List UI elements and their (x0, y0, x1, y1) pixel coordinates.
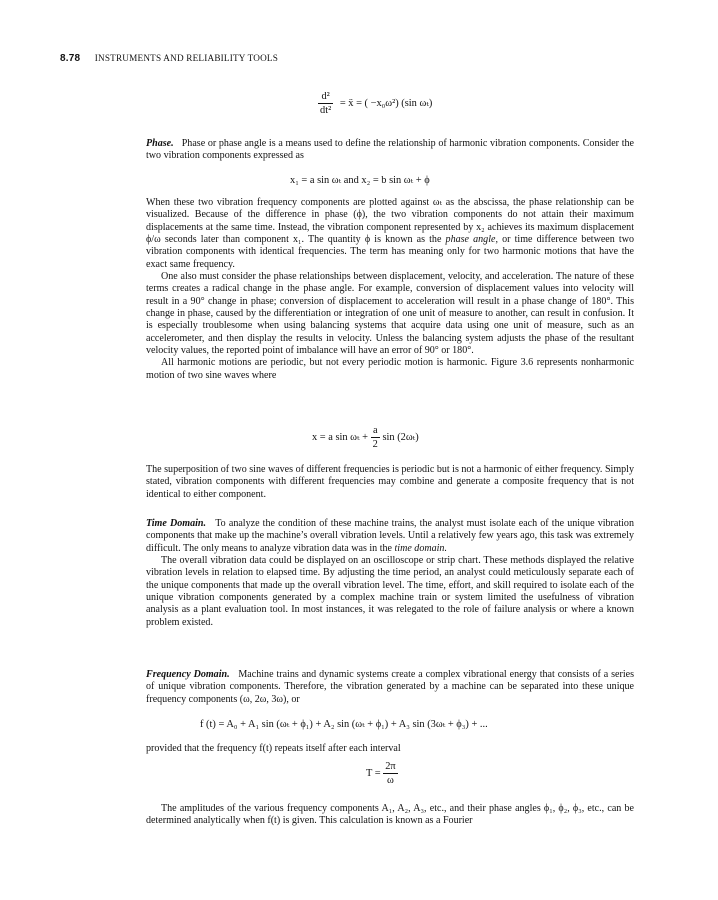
equation-acceleration (318, 90, 432, 117)
freq-paragraph-3: The amplitudes of the various frequency components A₁, A₂, A₃, etc., and their phase angles ϕ₁, ϕ₂, ϕ₃, etc., can be determined analytically when f(t) is given. This calculation is known as a Fourier (146, 803, 634, 827)
eq-accel-den: dt² (320, 105, 332, 116)
eq-accel-fraction (318, 90, 333, 117)
eq2-fraction (371, 424, 380, 451)
eqT-den: ω (387, 775, 394, 786)
frequency-domain-section (146, 669, 634, 706)
page-number: 8.78 (60, 53, 81, 64)
time-p1-em: time domain. (394, 542, 447, 554)
phase-p2-post: or time difference between two vibration components with identical frequencies. The term has meaning only for two harmonic motions that have the exact same frequency. (146, 234, 634, 270)
running-header (60, 53, 278, 64)
phase-heading: Phase. (146, 138, 174, 149)
running-title: INSTRUMENTS AND RELIABILITY TOOLS (94, 53, 279, 63)
phase-section-end (146, 464, 634, 501)
eq-accel-num: d² (318, 90, 333, 104)
phase-paragraph-1 (146, 138, 634, 163)
freq-paragraph-2: provided that the frequency f(t) repeats itself after each interval (146, 743, 401, 754)
equation-nonharmonic (312, 424, 419, 451)
eqT-lhs: T = (366, 767, 381, 779)
phase-section-intro (146, 138, 634, 163)
time-paragraph-2: The overall vibration data could be displayed on an oscilloscope or strip chart. These methods displayed the relative vibration levels in relation to elapsed time. By adjusting the time period, an analyst could meticulously separate each of the unique components that made up the overall vibration level. The time, effort, and skill required to isolate each of the unique vibration components generated by a complex machine train or system limited the usefulness of vibration analysis as a plant evaluation tool. In most instances, it was relegated to the role of failure analysis or where a known problem existed. (146, 555, 634, 628)
eq2-den: 2 (372, 439, 378, 450)
phase-paragraph-4: All harmonic motions are periodic, but not every periodic motion is harmonic. Figure 3.6 represents nonharmonic motion of two sine waves where (146, 357, 634, 381)
equation-phase: x₁ = a sin ωₜ and x₂ = b sin ωₜ + ϕ (290, 175, 430, 186)
phase-paragraph-3: One also must consider the phase relationships between displacement, velocity, and acceleration. The nature of these terms creates a radical change in the phase angle. For example, conversion of displacement values into velocity will result in a 90° change in phase; conversion of displacement to acceleration will result in a phase change of 180°. This change in phase, caused by the differentiation or integration of one unit of measure to another, can result in confusion. It is especially troublesome when using balancing systems that acquire data using one unit of measure, such as an accelerometer, and then display the results in velocity. Unless the balancing system adjusts the phase of the resultant velocity values, the reported point of imbalance will have an error of 90° or 180°. (146, 271, 634, 357)
eq-accel-rhs: = ẍ = ( −x₀ω²) (sin ωₜ) (339, 97, 433, 109)
equation-fourier-series: f (t) = A₀ + A₁ sin (ωₜ + ϕ₁) + A₂ sin (ωₜ + ϕ₁) + A₃ sin (3ωₜ + ϕ₃) + ... (200, 719, 488, 730)
frequency-amplitude-text (146, 803, 634, 828)
time-domain-heading: Time Domain. (146, 518, 206, 529)
time-p1-pre: To analyze the condition of these machine trains, the analyst must isolate each of the unique vibration components that make up the machine’s overall vibration levels. Until a relatively few years ago, this task was extremely difficult. The only means to analyze vibration data was in the (146, 518, 634, 554)
time-domain-section (146, 518, 634, 629)
time-paragraph-1 (146, 518, 634, 555)
frequency-domain-heading: Frequency Domain. (146, 669, 230, 680)
eq2-rhs: sin (2ωₜ) (382, 431, 419, 443)
phase-p1-text: Phase or phase angle is a means used to define the relationship of harmonic vibration components. Consider the two vibration components expressed as (146, 138, 634, 162)
phase-section-body (146, 197, 634, 382)
freq-paragraph-1 (146, 669, 634, 706)
phase-paragraph-5: The superposition of two sine waves of different frequencies is periodic but is not a harmonic of either frequency. Simply stated, vibration components with different frequencies may combine and generate a composite frequency that is not identical to either component. (146, 464, 634, 500)
phase-p2-pre: When these two vibration frequency components are plotted against ωₜ as the abscissa, the phase relationship can be visualized. Because of the difference in phase (ϕ), the two vibration components do not attain their maximum displacements at the same time. Instead, the vibration component represented by x₂ achieves its maximum displacement ϕ/ω seconds later than component x₁. The quantity ϕ is known as the (146, 197, 634, 246)
eq2-num: a (371, 424, 380, 438)
equation-period (366, 760, 398, 787)
phase-p2-em: phase angle, (445, 234, 498, 246)
frequency-interval-text (146, 743, 634, 755)
freq-p1-text: Machine trains and dynamic systems create a complex vibrational energy that consists of a series of unique vibration components. Therefore, the vibration generated by a machine can be separated into these unique frequency components (ω, 2ω, 3ω), or (146, 669, 634, 705)
eqT-fraction (383, 760, 397, 787)
phase-paragraph-2 (146, 197, 634, 271)
eqT-num: 2π (385, 761, 396, 772)
eq2-lhs: x = a sin ωₜ + (312, 431, 369, 443)
